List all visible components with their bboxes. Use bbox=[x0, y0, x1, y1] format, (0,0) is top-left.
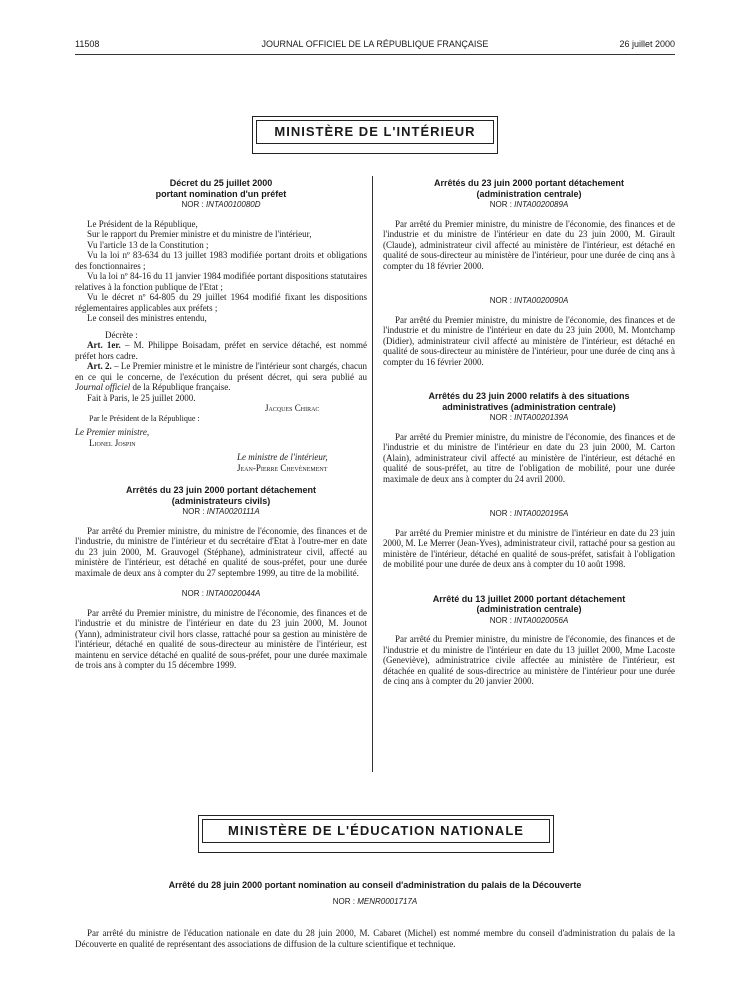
nor-code: INTA0010080D bbox=[205, 200, 261, 209]
ministry-title: MINISTÈRE DE L'ÉDUCATION NATIONALE bbox=[202, 819, 550, 843]
arrete-5-text: Par arrêté du ministre de l'éducation nationale en date du 28 juin 2000, M. Cabaret (Michel) est nommé membre du conseil d'administration du palais de la Découverte en qualité de représentant des associations de diffusion de la culture scientifique et technique. bbox=[75, 928, 675, 949]
issue-date: 26 juillet 2000 bbox=[619, 39, 675, 49]
arrete-1-nor bbox=[75, 507, 367, 518]
decret-line: Vu la loi nº 84-16 du 11 janvier 1984 modifiée portant dispositions statutaires relatives à la fonction publique de l'Etat ; bbox=[75, 271, 367, 292]
journal-title: JOURNAL OFFICIEL DE LA RÉPUBLIQUE FRANÇAISE bbox=[261, 39, 489, 49]
arrete-1-title-line2: (administrateurs civils) bbox=[171, 495, 271, 506]
arrete-1-title-line1: Arrêtés du 23 juin 2000 portant détachement bbox=[125, 485, 317, 495]
arrete-4-title bbox=[383, 594, 675, 615]
arrete-4-title-line2: (administration centrale) bbox=[476, 604, 582, 614]
page-number: 11508 bbox=[75, 39, 100, 49]
nor-label: NOR : bbox=[332, 897, 358, 906]
ministry-heading-education bbox=[198, 815, 554, 853]
arrete-3-nor bbox=[383, 413, 675, 424]
arrete-1-title bbox=[75, 485, 367, 506]
article-2-text-end: de la République française. bbox=[130, 382, 231, 392]
arrete-2-text-2: Par arrêté du Premier ministre, du ministre de l'économie, des finances et de l'industrie et du ministre de l'intérieur en date du 23 juin 2000, M. Montchamp (Didier), administrateur civil affecté au ministère de l'intérieur, est détaché en qualité de sous-directeur au ministère de l'intérieur, pour une durée de cinq ans à compter du 16 février 2000. bbox=[383, 314, 675, 367]
article-2 bbox=[75, 361, 367, 393]
article-1 bbox=[75, 340, 367, 361]
article-2-text: – Le Premier ministre et le ministre de l'intérieur sont chargés, chacun en ce qui le concerne, de l'exécution du présent décret, qui sera publié au bbox=[75, 361, 367, 382]
decret-line: Sur le rapport du Premier ministre et du ministre de l'intérieur, bbox=[87, 229, 312, 239]
journal-officiel-ref: Journal officiel bbox=[75, 382, 131, 392]
arrete-1-nor-2 bbox=[75, 589, 367, 600]
decret-title-line1: Décret du 25 juillet 2000 bbox=[169, 178, 273, 188]
decret-line: Vu la loi nº 83-634 du 13 juillet 1983 modifiée portant droits et obligations des fonctionnaires ; bbox=[75, 250, 367, 271]
nor-label: NOR : bbox=[489, 509, 515, 518]
nor-label: NOR : bbox=[181, 589, 207, 598]
arrete-1-text: Par arrêté du Premier ministre, du ministre de l'économie, des finances et de l'industrie, du ministre de l'intérieur et du secrétaire d'Etat à l'outre-mer en date du 23 juin 2000, M. Grauvogel (Stéphane), administrateur civil, affecté au ministère de l'intérieur, est détaché en qualité de sous-préfet, pour une durée maximale de deux ans à compter du 27 septembre 1999, au titre de la mobilité. bbox=[75, 525, 367, 578]
article-1-text: – M. Philippe Boisadam, préfet en service détaché, est nommé préfet hors cadre. bbox=[75, 340, 368, 361]
par-le-president: Par le Président de la République : bbox=[89, 413, 200, 423]
nor-label: NOR : bbox=[489, 296, 515, 305]
decret-title bbox=[75, 178, 367, 199]
left-column bbox=[75, 178, 367, 671]
decret-title-line2: portant nomination d'un préfet bbox=[155, 188, 287, 199]
column-divider bbox=[372, 176, 373, 772]
nor-label: NOR : bbox=[182, 507, 207, 516]
fait-a-paris: Fait à Paris, le 25 juillet 2000. bbox=[87, 392, 196, 403]
header-rule bbox=[75, 54, 675, 55]
nor-code: INTA0020089A bbox=[514, 200, 569, 209]
page-header bbox=[75, 39, 675, 53]
arrete-4-title-line1: Arrêté du 13 juillet 2000 portant détachement bbox=[432, 593, 626, 604]
nor-label: NOR : bbox=[489, 615, 515, 625]
nor-code: INTA0020044A bbox=[206, 589, 261, 598]
right-column bbox=[383, 178, 675, 687]
ministry-heading-interieur bbox=[252, 116, 498, 154]
nor-code: INTA0020056A bbox=[514, 615, 569, 625]
nor-label: NOR : bbox=[181, 200, 206, 209]
decrete: Décrète : bbox=[105, 329, 138, 340]
arrete-3-title bbox=[383, 391, 675, 412]
arrete-2-text: Par arrêté du Premier ministre, du ministre de l'économie, des finances et de l'industrie et du ministre de l'intérieur en date du 23 juin 2000, M. Girault (Claude), administrateur civil affecté au ministère de l'intérieur, est détaché en qualité de sous-directeur au ministère de l'intérieur, pour une durée de cinq ans à compter du 18 février 2000. bbox=[383, 218, 675, 271]
arrete-1-text-2: Par arrêté du Premier ministre, du ministre de l'économie, des finances et de l'industrie et du ministre de l'intérieur en date du 23 juin 2000, M. Jounot (Yann), administrateur civil hors classe, rattaché pour sa gestion au ministère de l'intérieur, détaché en qualité de sous-directeur au ministère de l'intérieur, est maintenu en service détaché en qualité de sous-préfet, pour une durée maximale de trois ans à compter du 15 décembre 1999. bbox=[75, 607, 367, 670]
arrete-3-nor-2 bbox=[383, 509, 675, 520]
arrete-3-title-line2: administratives (administration centrale) bbox=[442, 401, 616, 412]
arrete-2-nor bbox=[383, 200, 675, 211]
decret-line: Vu le décret nº 64-805 du 29 juillet 1964 modifié fixant les dispositions réglementaires applicables aux préfets ; bbox=[75, 292, 367, 313]
arrete-5-title: Arrêté du 28 juin 2000 portant nomination au conseil d'administration du palais de la Découverte bbox=[168, 880, 582, 890]
ministre-interieur-title: Le ministre de l'intérieur, bbox=[237, 452, 328, 462]
arrete-3-title-line1: Arrêtés du 23 juin 2000 relatifs à des situations bbox=[428, 391, 630, 401]
nor-label: NOR : bbox=[489, 413, 515, 422]
arrete-3-text-2: Par arrêté du Premier ministre et du ministre de l'intérieur en date du 23 juin 2000, M. Le Merrer (Jean-Yves), administrateur civil, rattaché pour sa gestion au ministère de l'intérieur, détaché en qualité de sous-préfet, satisfait à l'obligation de mobilité pour une durée de deux ans à compter du 10 août 1998. bbox=[383, 527, 675, 569]
premier-ministre-name: Lionel Jospin bbox=[89, 437, 136, 448]
premier-ministre-title: Le Premier ministre, bbox=[75, 427, 150, 437]
signature-chirac: Jacques Chirac bbox=[265, 403, 320, 413]
nor-code: MENR0001717A bbox=[357, 897, 418, 906]
arrete-2-title-line2: (administration centrale) bbox=[476, 188, 582, 199]
nor-code: INTA0020139A bbox=[514, 413, 569, 422]
decret-line: Vu l'article 13 de la Constitution ; bbox=[87, 239, 209, 250]
arrete-2-title-line1: Arrêtés du 23 juin 2000 portant détachement bbox=[433, 178, 625, 188]
arrete-2-title bbox=[383, 178, 675, 199]
arrete-2-nor-2 bbox=[383, 296, 675, 307]
nor-code: INTA0020195A bbox=[514, 509, 569, 518]
nor-code: INTA0020090A bbox=[514, 296, 569, 305]
ministry-title: MINISTÈRE DE L'INTÉRIEUR bbox=[256, 120, 494, 144]
arrete-5-nor bbox=[75, 897, 675, 906]
decret-line: Le Président de la République, bbox=[87, 218, 198, 229]
article-2-label: Art. 2. bbox=[87, 361, 112, 371]
nor-label: NOR : bbox=[489, 200, 515, 209]
nor-code: INTA0020111A bbox=[206, 507, 260, 516]
decret-nor bbox=[75, 200, 367, 211]
ministre-interieur-name: Jean-Pierre Chevènement bbox=[237, 462, 328, 473]
arrete-4-nor bbox=[383, 616, 675, 627]
decret-line: Le conseil des ministres entendu, bbox=[87, 313, 207, 323]
arrete-3-text: Par arrêté du Premier ministre, du ministre de l'économie, des finances et de l'industrie et du ministre de l'intérieur en date du 23 juin 2000, M. Carton (Alain), administrateur civil affecté au ministère de l'intérieur, est détaché en qualité de sous-préfet, au titre de l'obligation de mobilité, pour une durée maximale de deux ans à compter du 24 avril 2000. bbox=[383, 431, 675, 484]
arrete-4-text: Par arrêté du Premier ministre, du ministre de l'économie, des finances et de l'industrie et du ministre de l'intérieur en date du 13 juillet 2000, Mme Lacoste (Geneviève), administratrice civile affectée au ministère de l'intérieur, est détachée en qualité de sous-directrice au ministère de l'intérieur pour une durée de cinq ans à compter du 20 janvier 2000. bbox=[383, 634, 675, 686]
article-1-label: Art. 1er. bbox=[87, 340, 121, 350]
